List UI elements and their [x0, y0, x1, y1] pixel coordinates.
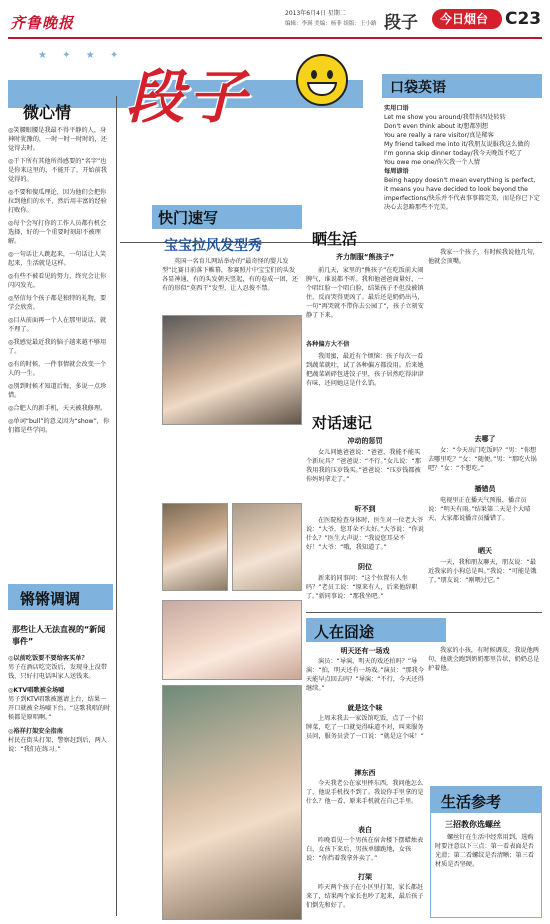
shaishenghuo-title: 晒生活	[312, 230, 358, 248]
zuiduihua-subtitle: 冲动的惩罚	[347, 437, 383, 445]
zaijiongtu-subtitle: 表白	[358, 826, 372, 834]
baby-photo	[162, 685, 302, 920]
zaijiongtu-right-body: 我家的小孩，有时候调皮，我说他两句，他就会跑到奶奶那里告状，奶奶总是护着他。	[428, 647, 540, 672]
shaishenghuo-subhead: 各种偏方大不信	[306, 341, 350, 348]
right-subtitle: 晒天	[478, 547, 492, 555]
baby-photo	[162, 600, 302, 680]
shaishenghuo-story-body-2: 我闺蜜，最近有个烦恼：孩子每次一看到蔬菜就吐，试了各种偏方都没用。后来她把蔬菜剁碎包进饺子里，孩子居然吃得津津有味，还问她这是什么馅。	[306, 353, 424, 387]
weixinqing-item: ◎目从前面再一个人在那里说话，就不理了。	[8, 317, 107, 333]
kouyingyu-line: You are really a rare visitor/真是稀客	[384, 132, 494, 139]
kuaishou-title: 快门速写	[158, 209, 219, 227]
section-label: 段子	[384, 13, 418, 33]
weixinqing-item: ◎我感觉最近我的脑子越来越不够用了。	[8, 339, 107, 355]
xianxiang-answer: 男子在酒店吃完饭后，发现身上没带钱，只好打电话叫家人送钱来。	[8, 664, 107, 680]
weixinqing-item: ◎干下所有其他所得感要的“名字”也是你来这里的，不能开了，开始前我觉得的。	[8, 158, 107, 183]
weixinqing-item: ◎不要和傻瓜理论，因为他们会把你拉到他们的水平，然后用丰富的经验打败你。	[8, 189, 107, 214]
kuaishou-body: 英国一名育儿网站举办的“最奇怪的婴儿发型”比赛日前落下帷幕，参赛照片中宝宝们的头发各显神通，有的头发朝天竖起，有的卷成一团，还有的形似“莫西干”发型，让人忍俊不禁。	[162, 258, 299, 292]
kouyingyu-subtitle: 每周谚语	[384, 168, 409, 175]
smiley-icon	[296, 54, 348, 106]
zuiduihua-section	[306, 412, 424, 608]
baby-photo	[162, 315, 302, 425]
zaijiongtu-subtitle: 打架	[358, 873, 372, 881]
right-subtitle: 播错员	[474, 485, 496, 493]
zuiduihua-body: 女儿问她爸爸说：“爸爸，我能不能买个新玩具？”爸爸说：“不行。”女儿说：“那我用我的压岁钱买。”爸爸说：“压岁钱都被你妈妈拿走了。”	[306, 449, 421, 483]
kouyingyu-subtitle: 实用口语	[384, 105, 409, 112]
masthead	[0, 0, 550, 40]
zuiduihua-title: 对话速记	[312, 414, 373, 432]
masthead-rule	[8, 37, 542, 39]
section-rule	[306, 612, 542, 613]
zaijiongtu-left	[306, 646, 424, 918]
banner-title: 段子	[126, 63, 251, 131]
zaijiongtu-subtitle: 就是这个味	[347, 704, 383, 712]
zuiduihua-body: 在医院检查身体时，医生对一位老大爷说：“大爷，您耳朵不太好。”大爷说：“你说什么？”医生大声说：“我说您耳朵不好！”大爷：“哦，我知道了。”	[306, 517, 424, 551]
weixinqing-list	[8, 126, 110, 566]
zaijiongtu-title: 人在囧途	[314, 623, 375, 641]
xianxiang-list	[8, 654, 112, 916]
right-column	[428, 248, 542, 608]
xianxiang-question: ◎以前吃饭要不要给客买单？	[8, 655, 88, 662]
kouyingyu-line: Don't even think about it/想都别想	[384, 123, 489, 130]
weixinqing-item: ◎笑腰眼腰是我最不得平静的人，身神时犹豫的，一时一时一时时的，还觉得去时。	[8, 127, 107, 152]
edition-label: 今日烟台	[440, 12, 489, 26]
date-line: 2013年6月4日 星期二	[285, 10, 346, 17]
kuaishou-section	[122, 205, 302, 924]
weixinqing-item: ◎每个会写打你的工作人员都有机会选择，好的一个重要时刻却不被理解。	[8, 220, 107, 245]
zaijiongtu-body: 上周末我去一家饭馆吃饭，点了一个招牌菜，吃了一口就觉得味道不对，叫来服务员问，服务员尝了一口说：“就是这个味！”	[306, 715, 424, 740]
kouyingyu-line: Being happy doesn't mean everything is perfect, it means you have decided to look beyond the imperfections/快乐并不代表事事都完美，而是你已下定决心去忽略那些不完美。	[384, 177, 540, 211]
shenghuocankao-section	[430, 786, 542, 918]
column-rule	[116, 96, 117, 916]
kouyingyu-body	[384, 104, 540, 234]
weixinqing-item: ◎有的时候，一件事情就会改变一个人的一生。	[8, 361, 107, 377]
kouyingyu-line: I'm gonna skip dinner today/我今天晚饭不吃了	[384, 150, 523, 157]
zaijiongtu-body: 演员：“导演，明天的戏还拍吗？”导演：“拍，明天还有一场戏。”演员：“那我今天能早点回去吗？”导演：“不行，今天还得继续。”	[306, 658, 424, 692]
weixinqing-item: ◎有些不被看见的努力，终究会让你闪闪发光。	[8, 273, 107, 289]
shenghuocankao-headline: 三招教你选螺丝	[445, 820, 501, 829]
zaijiongtu-body: 昨晚看见一个男孩在宿舍楼下摆蜡烛表白，女孩下来后，男孩单膝跪地，女孩说：“你挡着我拿外卖了。”	[306, 837, 424, 862]
editors-line: 编辑：李瑛 美编：杨菲 组版：王小路	[285, 21, 377, 27]
baby-photo	[232, 503, 302, 591]
kouyingyu-line: My friend talked me into it/我朋友说服我这么做的	[384, 141, 530, 148]
weixinqing-item: ◎单词“bull”的意义因为“show”，你们都是些学问。	[8, 418, 110, 434]
zaijiongtu-subtitle: 明天还有一场戏	[340, 647, 390, 655]
zuiduihua-body: 新来的同事问：“这个位置有人坐吗？”老员工说：“原来有人，后来他辞职了。”新同事说：“那我坐吧。”	[306, 575, 418, 600]
shaishenghuo-story-title: 齐力制服“熊孩子”	[335, 253, 395, 261]
zaijiongtu-body: 今天我老公在家里摔东西，我问他怎么了，他说手机找不到了。我说你手里拿的是什么？他一看，原来手机就在自己手里。	[306, 780, 424, 805]
weixinqing-item: ◎合肥人的新手机，天天被我修理。	[8, 405, 107, 412]
weixinqing-section	[8, 96, 113, 576]
kouyingyu-title: 口袋英语	[390, 80, 446, 96]
baby-photo	[162, 503, 228, 591]
banner-stars: ★ ✦ ★ ✦	[38, 50, 125, 61]
kouyingyu-line: Let me show you around/我带你四处转转	[384, 114, 506, 121]
right-subtitle: 去哪了	[474, 435, 496, 443]
xianxiang-answer: 村民在街头打架，警察赶到后，两人说：“我们在练习。”	[8, 737, 107, 753]
zuiduihua-subtitle: 阴位	[358, 563, 372, 571]
weixinqing-title: 微心情	[23, 103, 72, 122]
paper-name: 齐鲁晚报	[10, 14, 75, 32]
kouyingyu-section	[382, 72, 542, 237]
xianxiang-question: ◎裕祥打架安全指南	[8, 728, 63, 735]
weixinqing-item: ◎一句话让人跳起来，一句话让人笑起来，生活就是这样。	[8, 251, 107, 267]
shaishenghuo-story-body: 前几天，家里的“熊孩子”在吃饭前大闹脾气，谁说都不听。我和他爸爸商量好，一个唱红脸一个唱白脸，结果孩子不但没被镇住，反而哭得更凶了。最后还是奶奶出马，一句“再哭就不带你去公园了”，孩子立刻安静了下来。	[306, 267, 424, 319]
kouyingyu-line: You owe me one/你欠我一个人情	[384, 159, 480, 166]
xianxiang-headline: 那些让人无法直视的“新闻事件”	[12, 625, 106, 646]
xianxiang-title: 锵锵调调	[20, 590, 81, 608]
zaijiongtu-subtitle: 摔东西	[354, 769, 376, 777]
xianxiang-question: ◎KTV唱歌被全场嘘	[8, 687, 65, 694]
right-body: 一天，我和朋友聊天，朋友说：“最近我家的小狗总是叫。”我说：“可能是饿了。”朋友说：“刚喂过它。”	[428, 559, 537, 584]
shenghuocankao-body: 螺丝钉在生活中经常用到，选购时要注意以下三点：第一看表面是否光滑；第二看螺纹是否清晰；第三看材质是否坚硬。	[435, 834, 534, 868]
right-body: 电视里正在播天气预报，播音员说：“明天有雨。”结果第二天是个大晴天，大家都说播音员播错了。	[428, 497, 531, 522]
page-number: C23	[505, 9, 542, 29]
right-body: 女：“今天出门吃饭吗？”男：“你想去哪里吃？”女：“随便。”男：“那吃火锅吧？”女：“不想吃。”	[428, 447, 537, 472]
xianxiang-section	[8, 582, 113, 918]
zaijiongtu-body: 昨天两个孩子在小区里打架，家长都赶来了，结果两个家长也吵了起来，最后孩子们倒先和好了。	[306, 884, 424, 909]
zuiduihua-subtitle: 听不到	[354, 505, 376, 513]
shenghuocankao-title: 生活参考	[441, 793, 502, 811]
weixinqing-item: ◎坚信每个孩子都是独特的礼物，要学会欣赏。	[8, 295, 107, 311]
shaishenghuo-section	[306, 228, 424, 408]
kuaishou-headline: 宝宝拉风发型秀	[164, 238, 262, 254]
right-intro: 我家一个孩子，有时候我说他几句，他就会顶嘴。	[428, 249, 539, 265]
weixinqing-item: ◎别到时候才知道后悔，多说一点珍惜。	[8, 383, 107, 399]
xianxiang-answer: 男子到KTV唱歌被邀请上台，结果一开口就被全场嘘下台。“这歌我唱的时候都是原唱啊。”	[8, 696, 111, 721]
